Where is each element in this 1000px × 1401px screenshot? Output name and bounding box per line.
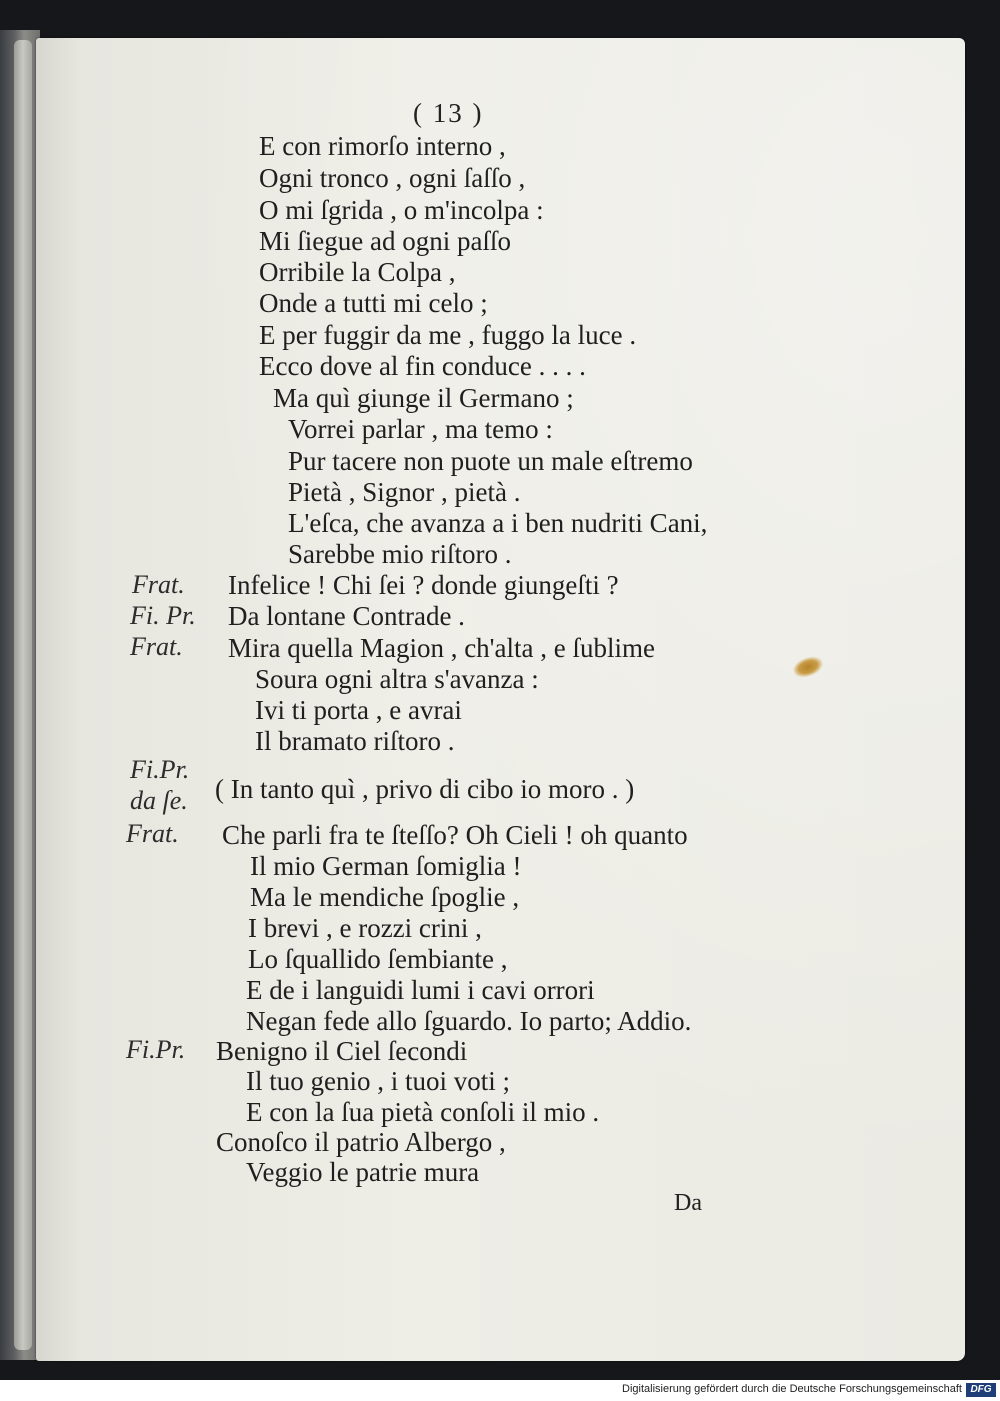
verse-line: Onde a tutti mi celo ; bbox=[259, 288, 488, 318]
verse-line: Ma le mendiche ſpoglie , bbox=[250, 882, 520, 912]
verse-line: E de i languidi lumi i cavi orrori bbox=[246, 975, 595, 1005]
stage-direction: da ſe. bbox=[130, 786, 188, 815]
speaker-label: Fi.Pr. bbox=[126, 1035, 186, 1064]
speaker-label: Frat. bbox=[126, 819, 179, 848]
verse-line: Soura ogni altra s'avanza : bbox=[255, 664, 539, 694]
verse-line: Mi ſiegue ad ogni paſſo bbox=[259, 226, 511, 256]
verse-line: Da lontane Contrade . bbox=[228, 601, 465, 631]
verse-line: Negan fede allo ſguardo. Io parto; Addio. bbox=[246, 1006, 692, 1036]
verse-line: ( In tanto quì , privo di cibo io moro . ) bbox=[215, 774, 635, 804]
verse-line: Ma quì giunge il Germano ; bbox=[273, 383, 574, 413]
speaker-label: Frat. bbox=[130, 632, 183, 661]
verse-line: Ecco dove al fin conduce . . . . bbox=[259, 351, 586, 381]
verse-line: Pietà , Signor , pietà . bbox=[288, 477, 521, 507]
verse-line: Lo ſquallido ſembiante , bbox=[248, 944, 508, 974]
speaker-label: Fi.Pr. bbox=[130, 755, 190, 784]
speaker-label: Frat. bbox=[132, 570, 185, 599]
verse-line: Ivi ti porta , e avrai bbox=[255, 695, 462, 725]
verse-line: Il bramato riſtoro . bbox=[255, 726, 455, 756]
verse-line: Ogni tronco , ogni ſaſſo , bbox=[259, 163, 526, 193]
page-edge bbox=[14, 40, 32, 1350]
verse-line: E con rimorſo interno , bbox=[259, 131, 506, 161]
verse-line: Il mio German ſomiglia ! bbox=[250, 851, 522, 881]
verse-line: Pur tacere non puote un male eſtremo bbox=[288, 446, 693, 476]
speaker-label: Fi. Pr. bbox=[130, 601, 196, 630]
verse-line: Che parli fra te ſteſſo? Oh Cieli ! oh quanto bbox=[222, 820, 688, 850]
verse-line: L'eſca, che avanza a i ben nudriti Cani, bbox=[288, 508, 708, 538]
catchword: Da bbox=[674, 1190, 702, 1216]
dfg-logo: DFG bbox=[966, 1383, 996, 1397]
verse-line: E per fuggir da me , fuggo la luce . bbox=[259, 320, 637, 350]
verse-line: Benigno il Ciel ſecondi bbox=[216, 1036, 468, 1066]
verse-line: Il tuo genio , i tuoi voti ; bbox=[246, 1066, 510, 1096]
verse-line: O mi ſgrida , o m'incolpa : bbox=[259, 195, 544, 225]
footer-credit: Digitalisierung gefördert durch die Deutsche Forschungsgemeinschaft bbox=[622, 1383, 962, 1395]
verse-line: Conoſco il patrio Albergo , bbox=[216, 1127, 506, 1157]
verse-line: Vorrei parlar , ma temo : bbox=[288, 414, 553, 444]
verse-line: Sarebbe mio riſtoro . bbox=[288, 539, 512, 569]
verse-line: I brevi , e rozzi crini , bbox=[248, 913, 482, 943]
page-number: ( 13 ) bbox=[413, 98, 484, 128]
verse-line: Orribile la Colpa , bbox=[259, 257, 456, 287]
verse-line: Infelice ! Chi ſei ? donde giungeſti ? bbox=[228, 570, 619, 600]
verse-line: Veggio le patrie mura bbox=[246, 1157, 480, 1187]
verse-line: E con la ſua pietà conſoli il mio . bbox=[246, 1097, 600, 1127]
verse-line: Mira quella Magion , ch'alta , e ſublime bbox=[228, 633, 655, 663]
